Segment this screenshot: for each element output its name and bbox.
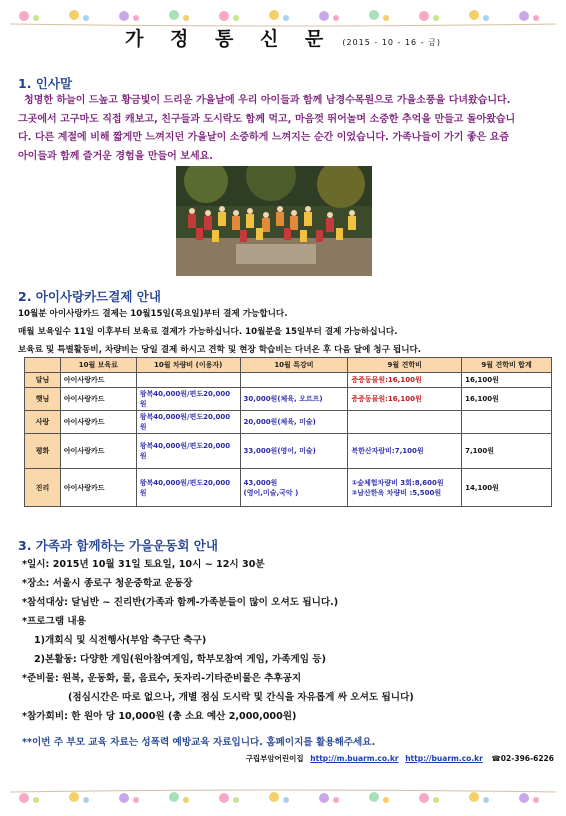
table-cell: 왕복40,000원/편도20,000원	[136, 434, 240, 469]
table-cell	[348, 411, 462, 434]
class-cell: 사랑	[25, 411, 61, 434]
greeting-line: 다. 다른 계절에 비해 짧게만 느껴지던 가을날이 소중하게 느껴지는 순간 이었습니다. 가족나들이 가기 좋은 요즘	[18, 132, 510, 143]
table-header-cell: 9월 견학비	[348, 358, 462, 373]
greeting-line: 아이들과 함께 즐거운 경험을 만들어 보세요.	[18, 150, 214, 162]
table-row	[25, 411, 552, 434]
issue-date: (2015 - 10 - 16 - 금)	[342, 38, 441, 47]
payment-line: 보육료 및 특별활동비, 차량비는 당일 결제 하시고 견학 및 현장 학습비는 다녀온 후 다음 달에 청구 됩니다.	[18, 345, 422, 355]
table-cell: 왕복40,000원/편도20,000원	[136, 469, 240, 507]
event-lunch-note: (점심시간은 따로 없으나, 개별 점심 도시락 및 간식을 자유롭게 싸 오셔도 됩니다)	[68, 692, 414, 703]
event-location: *장소: 서울시 종로구 청운중학교 운동장	[22, 578, 193, 589]
table-cell: 아이사랑카드	[60, 388, 136, 411]
event-supplies: *준비물: 원복, 운동화, 물, 음료수, 돗자리-기타준비물은 추후공지	[22, 673, 302, 684]
class-cell: 평화	[25, 434, 61, 469]
table-row	[25, 373, 552, 388]
section-1-heading: 1. 인사말	[18, 76, 73, 91]
event-program-title: *프로그램 내용	[22, 616, 86, 627]
table-header-cell: 10월 보육료	[60, 358, 136, 373]
event-attendees: *참석대상: 달님반 ~ 진리반(가족과 함께-가족분들이 많이 오셔도 됩니다.)	[22, 597, 339, 608]
greeting-paragraph	[18, 92, 553, 166]
page-title: 가 정 통 신 문	[125, 28, 334, 50]
table-cell	[136, 373, 240, 388]
floral-border-bottom	[0, 784, 566, 814]
table-header-cell: 9월 견학비 합계	[462, 358, 552, 373]
class-cell: 달님	[25, 373, 61, 388]
fee-table-header-row	[25, 358, 552, 373]
table-header-cell	[25, 358, 61, 373]
org-name: 구립부암어린이집	[245, 754, 304, 763]
table-row	[25, 434, 552, 469]
table-cell: 16,100원	[462, 388, 552, 411]
parent-education-notice: **이번 주 부모 교육 자료는 성폭력 예방교육 자료입니다. 홈페이지를 활용해주세요.	[22, 737, 376, 748]
table-cell: 북한산자람비:7,100원	[348, 434, 462, 469]
table-cell: 20,000원(체육, 미술)	[240, 411, 348, 434]
greeting-line: 청명한 하늘이 드높고 황금빛이 드리운 가을날에 우리 아이들과 함께 남경수목원으로 가을소풍을 다녀왔습니다.	[24, 95, 511, 106]
table-row	[25, 388, 552, 411]
table-cell: 왕복40,000원/편도20,000원	[136, 411, 240, 434]
table-cell: 16,100원	[462, 373, 552, 388]
table-cell: 아이사랑카드	[60, 411, 136, 434]
section-2-heading: 2. 아이사랑카드결제 안내	[18, 289, 161, 304]
section-3-heading: 3. 가족과 함께하는 가을운동회 안내	[18, 538, 218, 553]
event-program-item: 2)본활동: 다양한 게임(원아참여게임, 학부모참여 게임, 가족게임 등)	[34, 654, 326, 665]
table-cell: 아이사랑카드	[60, 373, 136, 388]
table-header-cell: 10월 특강비	[240, 358, 348, 373]
phone-number: ☎02-396-6226	[491, 754, 554, 763]
table-cell: 7,100원	[462, 434, 552, 469]
table-cell: 왕복40,000원/편도20,000원	[136, 388, 240, 411]
class-cell: 진리	[25, 469, 61, 507]
table-cell	[462, 411, 552, 434]
payment-line: 매월 보육일수 11일 이후부터 보육료 결제가 가능하십니다. 10월분을 15일부터 결제 가능하십니다.	[18, 327, 398, 337]
payment-line: 10월분 아이사랑카드 결제는 10월15일(목요일)부터 결제 가능합니다.	[18, 309, 288, 319]
footer-contact	[246, 753, 554, 764]
table-cell: 30,000원(체육, 오르프)	[240, 388, 348, 411]
table-cell: 33,000원(영어, 미술)	[240, 434, 348, 469]
table-cell: 증증동물원:16,100원	[348, 373, 462, 388]
site-link[interactable]: http://buarm.co.kr	[405, 754, 483, 763]
fee-table	[24, 357, 552, 507]
table-cell: 아이사랑카드	[60, 469, 136, 507]
class-cell: 햇님	[25, 388, 61, 411]
event-program-item: 1)개회식 및 식전행사(부암 축구단 축구)	[34, 635, 207, 646]
field-trip-group-photo	[176, 166, 372, 276]
table-cell	[240, 373, 348, 388]
table-cell: 43,000원 (영어,미술,국악 )	[240, 469, 348, 507]
table-cell: 증증동물원:16,100원	[348, 388, 462, 411]
table-cell: 14,100원	[462, 469, 552, 507]
event-fee: *참가회비: 한 원아 당 10,000원 (총 소요 예산 2,000,000원)	[22, 711, 297, 722]
mobile-site-link[interactable]: http://m.buarm.co.kr	[310, 754, 399, 763]
event-date: *일시: 2015년 10월 31일 토요일, 10시 ~ 12시 30분	[22, 559, 265, 570]
greeting-line: 그곳에서 고구마도 직접 캐보고, 친구들과 도시락도 함께 먹고, 마음껏 뛰어놀며 소중한 추억을 만들고 돌아왔습니	[18, 113, 516, 125]
table-row	[25, 469, 552, 507]
table-header-cell: 10월 차량비 (이용자)	[136, 358, 240, 373]
table-cell: ①숲체험차량비 3회:8,600원 ②남산한옥 차량비 :5,500원	[348, 469, 462, 507]
title-row	[0, 24, 566, 51]
table-cell: 아이사랑카드	[60, 434, 136, 469]
